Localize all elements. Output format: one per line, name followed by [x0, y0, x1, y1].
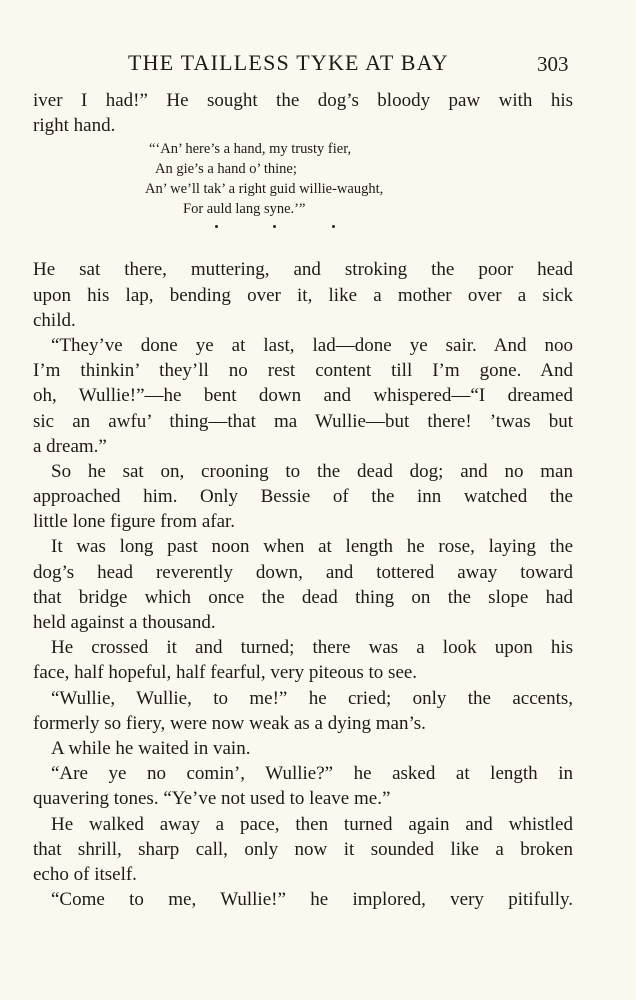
verse-ellipsis — [33, 223, 573, 241]
text-line: oh, Wullie!”—he bent down and whispered—“I dreamed — [33, 385, 573, 407]
verse-line: An’ we’ll tak’ a right guid willie-waught, — [145, 181, 384, 198]
page-number: 303 — [537, 52, 569, 76]
text-line: So he sat on, crooning to the dead dog; and no man — [51, 460, 573, 482]
running-head — [0, 50, 636, 80]
paragraph — [33, 635, 573, 685]
verse-line: “‘An’ here’s a hand, my trusty fier, — [149, 141, 352, 158]
paragraph — [33, 736, 573, 761]
text-line: “Come to me, Wullie!” he implored, very pitifully. — [51, 889, 573, 911]
running-head-title: THE TAILLESS TYKE AT BAY — [128, 50, 449, 75]
text-line: upon his lap, bending over it, like a mother over a sick — [33, 284, 573, 306]
text-line: that bridge which once the dead thing on the slope had — [33, 586, 573, 608]
text-line: “Wullie, Wullie, to me!” he cried; only the accents, — [51, 687, 573, 709]
body-text — [33, 88, 573, 912]
text-line: It was long past noon when at length he rose, laying the — [51, 536, 573, 558]
paragraph — [33, 459, 573, 535]
paragraph — [33, 534, 573, 635]
text-line: He sat there, muttering, and stroking the poor head — [33, 259, 573, 281]
text-line: held against a thousand. — [33, 612, 216, 633]
text-line: iver I had!” He sought the dog’s bloody paw with his — [33, 90, 573, 111]
text-line: a dream.” — [33, 435, 107, 457]
text-line: formerly so fiery, were now weak as a dying man’s. — [33, 712, 426, 734]
text-line: He walked away a pace, then turned again and whistled — [51, 813, 573, 835]
text-line: right hand. — [33, 115, 116, 137]
text-line: “Are ye no comin’, Wullie?” he asked at length in — [51, 763, 573, 785]
paragraph — [33, 761, 573, 811]
text-line: He crossed it and turned; there was a look upon his — [51, 637, 573, 659]
text-line: approached him. Only Bessie of the inn watched the — [33, 486, 573, 508]
text-line: little lone figure from afar. — [33, 511, 236, 533]
ellipsis-dot — [332, 225, 335, 228]
verse-line: For auld lang syne.’” — [183, 201, 306, 218]
text-line: child. — [33, 309, 76, 331]
text-line: A while he waited in vain. — [51, 737, 251, 759]
text-line: quavering tones. “Ye’ve not used to leave me.” — [33, 788, 391, 810]
text-line: sic an awfu’ thing—that ma Wullie—but there! ’twas but — [33, 410, 573, 432]
ellipsis-dot — [273, 225, 276, 228]
ellipsis-dot — [215, 225, 218, 228]
text-line: “They’ve done ye at last, lad—done ye sair. And noo — [51, 334, 573, 356]
paragraph — [33, 812, 573, 888]
text-line: that shrill, sharp call, only now it sounded like a broken — [33, 838, 573, 860]
paragraph — [33, 333, 573, 459]
paragraph — [33, 257, 573, 333]
text-line: echo of itself. — [33, 863, 137, 885]
verse-line: An gie’s a hand o’ thine; — [155, 161, 297, 178]
text-line: dog’s head reverently down, and tottered away toward — [33, 561, 573, 583]
text-line: face, half hopeful, half fearful, very piteous to see. — [33, 662, 418, 684]
verse-quotation — [33, 139, 573, 219]
paragraph — [33, 686, 573, 736]
paragraph — [33, 887, 573, 912]
text-line: I’m thinkin’ they’ll no rest content till I’m gone. And — [33, 360, 573, 382]
